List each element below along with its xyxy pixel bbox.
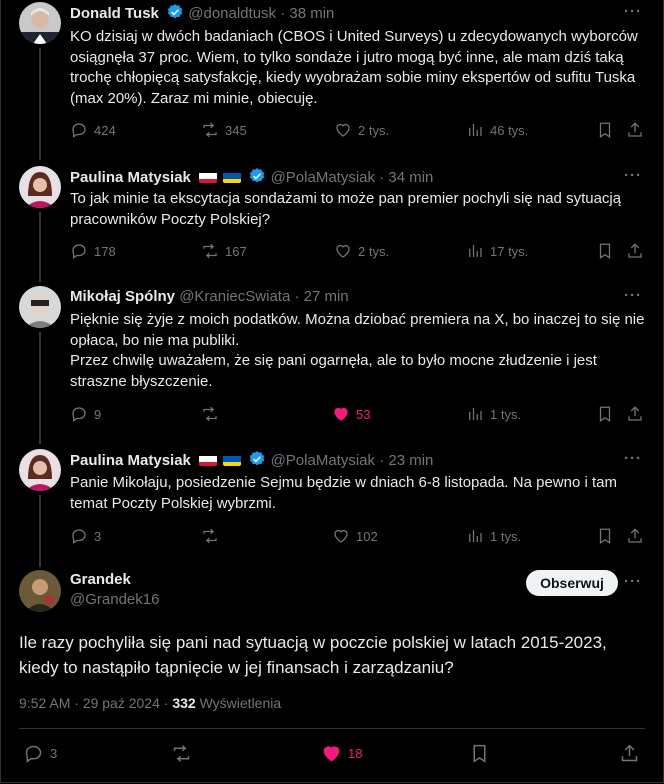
reply-icon [70,405,88,423]
post-header [70,450,433,474]
reply-count: 424 [94,122,116,138]
share-icon [626,405,644,423]
poland-flag-icon [199,454,217,466]
bookmark-button[interactable] [469,743,490,764]
repost-button[interactable] [171,743,198,764]
poland-flag-icon [199,171,217,183]
post-text: To jak minie ta ekscytacja sondażami to może pan premier pochyli się nad sytuacją pracowników Poczty Polskiej? [70,190,622,228]
divider [19,728,645,729]
share-button[interactable] [626,405,644,423]
more-options-icon[interactable]: ··· [624,287,642,304]
repost-icon [201,121,219,139]
repost-button[interactable] [201,121,247,139]
views-count: 46 tys. [490,122,529,138]
views-count: 1 tys. [490,528,522,544]
heart-filled-icon [321,743,342,764]
views-button[interactable] [466,242,528,260]
post-text: KO dzisiaj w dwóch badaniach (CBOS i United Surveys) u zdecydowanych wyborców osiągnęła 37 proc. Wiem, to tylko sondaże i jutro mogą być inne, ale mam dziś taką trochę chłopięcą satysfakcję, kiedy wyobrażam sobie miny ekspertów od sufitu Tuska (max 20%). Zaraz mi minie, obiecuję. [70,28,638,107]
share-icon [619,743,640,764]
thread-line [39,48,41,160]
like-count: 102 [356,528,378,544]
post-time[interactable]: · 23 min [379,452,434,469]
avatar[interactable] [19,166,61,208]
bookmark-icon [596,242,614,260]
views-count: 17 tys. [490,243,529,259]
reply-icon [23,743,44,764]
share-icon [626,121,644,139]
author-name[interactable]: Paulina Matysiak [70,452,191,469]
like-button[interactable] [332,527,378,545]
post-paragraph: Przez chwilę uważałem, że się pani ogarnęła, ale to było mocne złudzenie i jest straszne błyszczenie. [70,352,597,390]
like-button[interactable] [321,743,362,764]
reply-button[interactable] [70,121,116,139]
follow-button[interactable]: Obserwuj [526,570,618,596]
author-handle[interactable]: @PolaMatysiak [270,169,376,186]
share-icon [626,527,644,545]
reply-button[interactable] [70,242,116,260]
reply-button[interactable] [70,527,101,545]
thread-line [39,212,41,282]
author-name[interactable]: Donald Tusk [70,5,159,22]
repost-icon [171,743,192,764]
reply-button[interactable] [70,405,101,423]
ukraine-flag-icon [223,171,241,183]
share-button[interactable] [619,743,640,764]
post-actions [70,405,645,427]
more-options-icon[interactable]: ··· [624,450,642,467]
bookmark-icon [469,743,490,764]
views-icon [466,405,484,423]
views-label: Wyświetlenia [195,695,282,711]
post-time[interactable]: · 27 min [294,288,349,305]
share-button[interactable] [626,527,644,545]
more-options-icon[interactable]: ··· [624,167,642,184]
views-button[interactable] [466,405,521,423]
like-count: 2 tys. [358,122,390,138]
post-timestamp[interactable]: 9:52 AM · 29 paź 2024 · [19,695,173,711]
views-icon [466,242,484,260]
author-handle[interactable]: @Grandek16 [70,591,160,608]
like-button[interactable] [334,121,389,139]
author-handle[interactable]: @donaldtusk [188,5,277,22]
more-options-icon[interactable]: ··· [624,573,642,590]
verified-badge-icon [166,3,184,27]
more-options-icon[interactable]: ··· [624,3,642,20]
repost-icon [201,405,219,423]
bookmark-icon [596,527,614,545]
post-actions [70,121,645,143]
post-header [70,167,433,191]
post-header [70,570,159,610]
reply-count: 9 [94,406,102,422]
share-button[interactable] [626,242,644,260]
like-button[interactable] [332,405,370,423]
like-count: 2 tys. [358,243,390,259]
views-icon [466,527,484,545]
avatar[interactable] [19,2,61,44]
post-actions [19,743,645,771]
ukraine-flag-icon [223,454,241,466]
like-button[interactable] [334,242,389,260]
bookmark-icon [596,405,614,423]
bookmark-button[interactable] [596,242,614,260]
post-time[interactable]: · 34 min [379,169,434,186]
views-count: 1 tys. [490,406,522,422]
reply-count: 3 [94,528,102,544]
views-button[interactable] [466,527,521,545]
heart-icon [334,121,352,139]
heart-icon [334,242,352,260]
avatar[interactable] [19,570,61,612]
share-button[interactable] [626,121,644,139]
repost-count: 345 [225,122,247,138]
post-meta [19,695,281,711]
repost-count: 167 [225,243,247,259]
author-name[interactable]: Paulina Matysiak [70,169,191,186]
like-count: 53 [356,406,371,422]
reply-icon [70,242,88,260]
heart-filled-icon [332,405,350,423]
bookmark-icon [596,121,614,139]
heart-icon [332,527,350,545]
reply-count: 178 [94,243,116,259]
bookmark-button[interactable] [596,527,614,545]
repost-button[interactable] [201,527,225,545]
author-handle[interactable]: @KraniecSwiata [179,288,291,305]
post-actions [70,242,645,264]
views-button[interactable] [466,121,528,139]
post-actions [70,527,645,549]
reply-button[interactable] [23,743,57,764]
post-paragraph: Pięknie się żyje z moich podatków. Można dziobać premiera na X, bo inaczej to się nie opłaca, bo nie ma publiki. [70,311,645,349]
reply-count: 3 [50,746,58,761]
post-header [70,3,334,27]
repost-icon [201,527,219,545]
post-text: Ile razy pochyliła się pani nad sytuacją w poczcie polskiej w latach 2015-2023, kiedy to nastąpiło tąpnięcie w jej finansach i zarządzaniu? [19,633,607,677]
post-time[interactable]: · 38 min [280,5,335,22]
like-count: 18 [348,746,363,761]
author-name[interactable]: Grandek [70,571,131,588]
verified-badge-icon [248,167,266,191]
post-header [70,287,349,307]
reply-icon [70,121,88,139]
repost-button[interactable] [201,242,247,260]
thread-line [39,495,41,567]
avatar[interactable] [19,449,61,491]
bookmark-button[interactable] [596,121,614,139]
thread-line [39,332,41,444]
post-text [70,310,645,392]
repost-icon [201,242,219,260]
reply-icon [70,527,88,545]
author-handle[interactable]: @PolaMatysiak [270,452,376,469]
share-icon [626,242,644,260]
views-icon [466,121,484,139]
avatar[interactable] [19,286,61,328]
repost-button[interactable] [201,405,225,423]
bookmark-button[interactable] [596,405,614,423]
author-name[interactable]: Mikołaj Spólny [70,288,176,305]
verified-badge-icon [248,450,266,474]
views-count: 332 [172,695,196,711]
post-text: Panie Mikołaju, posiedzenie Sejmu będzie w dniach 6-8 listopada. Na pewno i tam temat Poczty Polskiej wybrzmi. [70,474,617,512]
